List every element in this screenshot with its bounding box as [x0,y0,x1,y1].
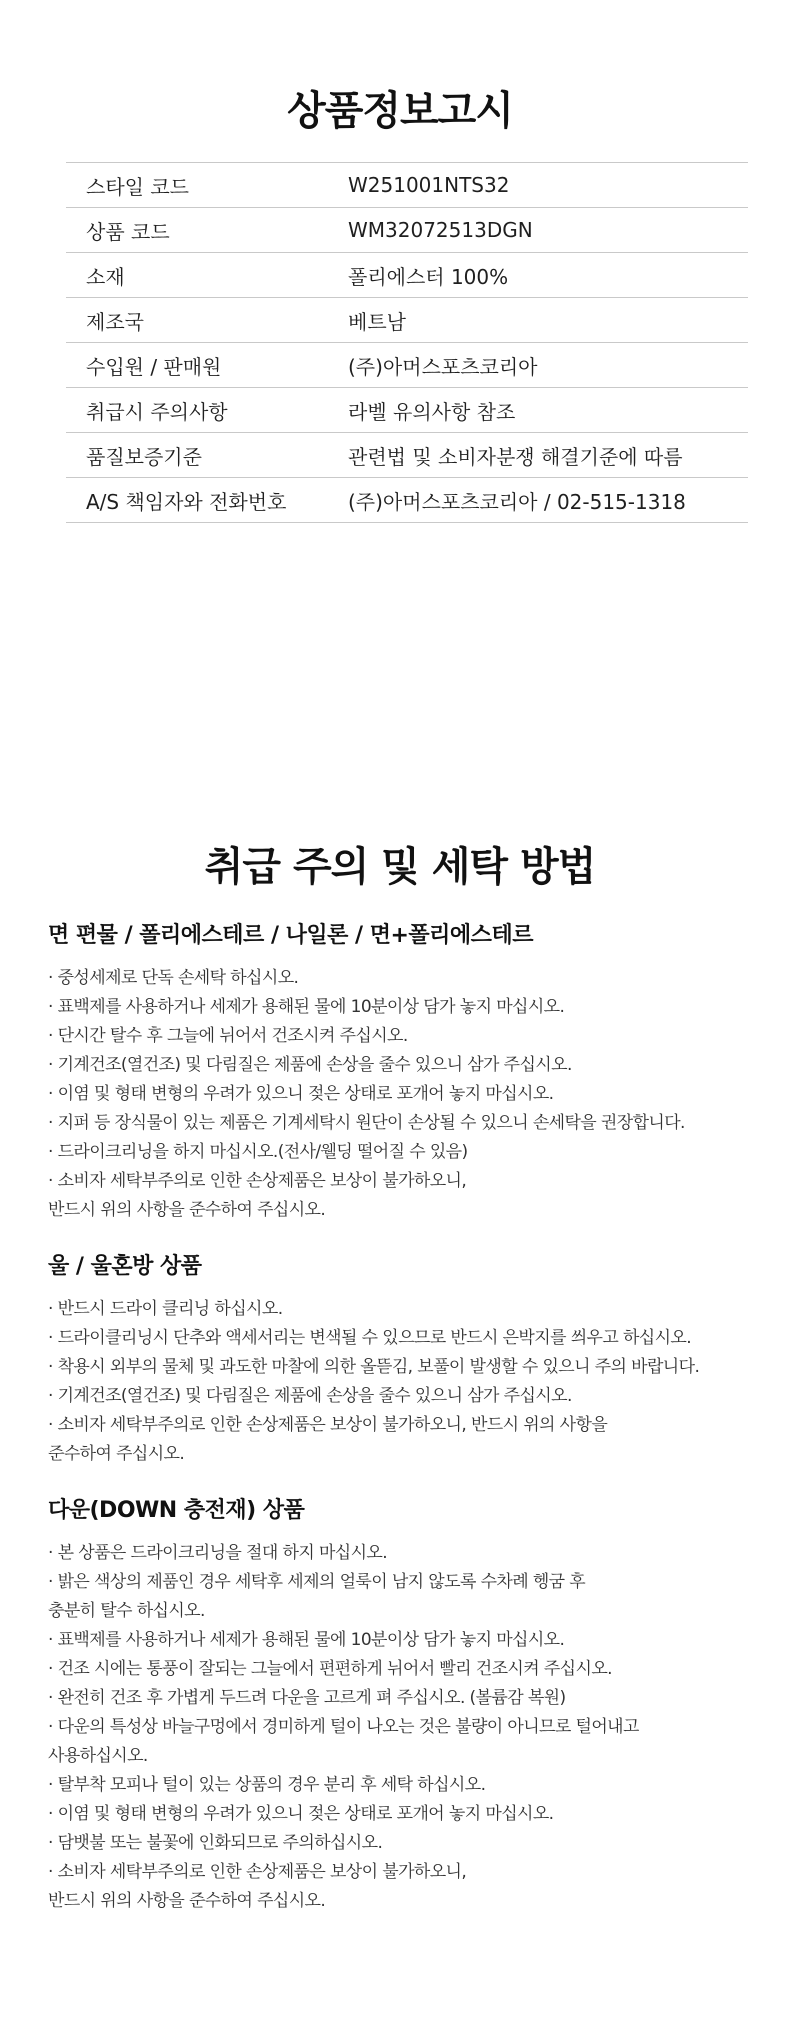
list-item: · 담뱃불 또는 불꽃에 인화되므로 주의하십시오. [48,1833,383,1853]
row-label: 제조국 [86,309,144,334]
row-value: (주)아머스포츠코리아 [348,354,538,379]
product-info-title: 상품정보고시 [287,87,513,134]
care-section-down [48,1493,788,1916]
care-list [48,1295,788,1469]
list-item: · 지퍼 등 장식물이 있는 제품은 기계세탁시 원단이 손상될 수 있으니 손세탁을 권장합니다. [48,1113,685,1133]
section-title: 다운(DOWN 충전재) 상품 [48,1498,305,1523]
care-section-general [48,918,788,1225]
list-item: · 중성세제로 단독 손세탁 하십시오. [48,968,299,988]
care-list [48,964,788,1225]
row-value: 베트남 [348,309,406,334]
table-row [66,208,748,253]
table-row [66,478,748,523]
row-label: 소재 [86,264,125,289]
table-row [66,433,748,478]
section-title: 면 편물 / 폴리에스테르 / 나일론 / 면+폴리에스테르 [48,923,533,948]
list-item: · 다운의 특성상 바늘구멍에서 경미하게 털이 나오는 것은 불량이 아니므로 털어내고 사용하십시오. [48,1717,639,1766]
row-label: 수입원 / 판매원 [86,354,222,379]
care-guide-title: 취급 주의 및 세탁 방법 [204,843,596,890]
row-value: 라벨 유의사항 참조 [348,399,516,424]
row-label: 취급시 주의사항 [86,399,228,424]
list-item: · 완전히 건조 후 가볍게 두드려 다운을 고르게 펴 주십시오. (볼륨감 복원) [48,1688,566,1708]
list-item: · 단시간 탈수 후 그늘에 뉘어서 건조시켜 주십시오. [48,1026,408,1046]
table-row [66,343,748,388]
care-guide [48,918,788,1940]
list-item: · 기계건조(열건조) 및 다림질은 제품에 손상을 줄수 있으니 삼가 주십시오. [48,1055,572,1075]
table-row [66,388,748,433]
row-label: 스타일 코드 [86,174,189,199]
table-row [66,253,748,298]
list-item: · 드라이크리닝을 하지 마십시오.(전사/웰딩 떨어질 수 있음) [48,1142,468,1162]
row-value: WM32072513DGN [348,218,533,242]
list-item: · 반드시 드라이 클리닝 하십시오. [48,1299,283,1319]
list-item: · 기계건조(열건조) 및 다림질은 제품에 손상을 줄수 있으니 삼가 주십시오. [48,1386,572,1406]
list-item: · 소비자 세탁부주의로 인한 손상제품은 보상이 불가하오니, 반드시 위의 사항을 준수하여 주십시오. [48,1415,608,1464]
list-item: · 건조 시에는 통풍이 잘되는 그늘에서 편편하게 뉘어서 빨리 건조시켜 주십시오. [48,1659,612,1679]
list-item: · 소비자 세탁부주의로 인한 손상제품은 보상이 불가하오니, 반드시 위의 사항을 준수하여 주십시오. [48,1171,467,1220]
list-item: · 탈부착 모피나 털이 있는 상품의 경우 분리 후 세탁 하십시오. [48,1775,486,1795]
list-item: · 착용시 외부의 물체 및 과도한 마찰에 의한 올뜯김, 보풀이 발생할 수 있으니 주의 바랍니다. [48,1357,700,1377]
list-item: · 드라이클리닝시 단추와 액세서리는 변색될 수 있으므로 반드시 은박지를 씌우고 하십시오. [48,1328,692,1348]
list-item: · 표백제를 사용하거나 세제가 용해된 물에 10분이상 담가 놓지 마십시오. [48,1630,565,1650]
list-item: · 이염 및 형태 변형의 우려가 있으니 젖은 상태로 포개어 놓지 마십시오. [48,1804,554,1824]
table-row [66,298,748,343]
section-title: 울 / 울혼방 상품 [48,1254,202,1279]
list-item: · 본 상품은 드라이크리닝을 절대 하지 마십시오. [48,1543,388,1563]
care-section-wool [48,1249,788,1469]
row-value: (주)아머스포츠코리아 / 02-515-1318 [348,489,686,514]
row-value: 관련법 및 소비자분쟁 해결기준에 따름 [348,444,683,469]
care-list [48,1539,788,1916]
list-item: · 이염 및 형태 변형의 우려가 있으니 젖은 상태로 포개어 놓지 마십시오. [48,1084,554,1104]
list-item: · 표백제를 사용하거나 세제가 용해된 물에 10분이상 담가 놓지 마십시오. [48,997,565,1017]
list-item: · 밝은 색상의 제품인 경우 세탁후 세제의 얼룩이 남지 않도록 수차례 헹굼 후 충분히 탈수 하십시오. [48,1572,586,1621]
table-row [66,163,748,208]
row-label: 상품 코드 [86,219,170,244]
product-info-table [66,162,748,523]
row-value: 폴리에스터 100% [348,264,509,289]
row-label: A/S 책임자와 전화번호 [86,489,287,514]
row-value: W251001NTS32 [348,173,510,197]
row-label: 품질보증기준 [86,444,202,469]
list-item: · 소비자 세탁부주의로 인한 손상제품은 보상이 불가하오니, 반드시 위의 사항을 준수하여 주십시오. [48,1862,467,1911]
